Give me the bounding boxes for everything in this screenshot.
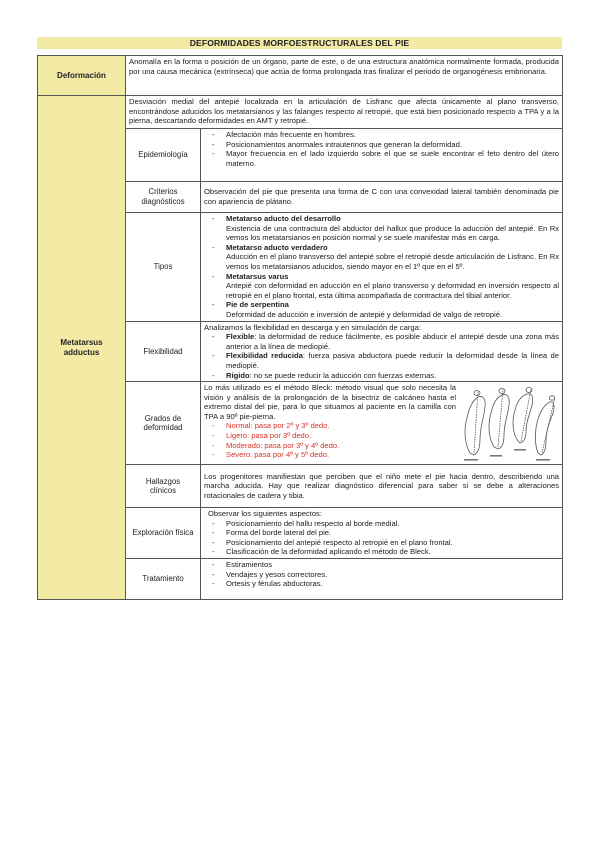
criterios-text: Observación del pie que presenta una forma de C con una convexidad lateral también denominada pie con apariencia de plátano. <box>201 182 563 213</box>
grados-list <box>204 421 456 459</box>
document-title: DEFORMIDADES MORFOESTRUCTURALES DEL PIE <box>37 37 562 49</box>
metatarsus-label-line2: adductus <box>63 347 100 357</box>
tipos-label: Tipos <box>126 213 201 322</box>
list-item: - Moderado: pasa por 3º y 4º dedo. <box>208 441 456 451</box>
grados-label-line2: deformidad <box>143 423 183 433</box>
tipo-name: - Pie de serpentina <box>226 300 289 310</box>
hallazgos-label <box>126 465 201 508</box>
list-item: - Ligero: pasa por 3º dedo. <box>208 431 456 441</box>
grados-text: Lo más utilizado es el método Bleck: método visual que solo necesita la visión y análisis de la prolongación de la bisectriz de calcáneo hasta el extremo distal del pie, para lo que situamos al paciente en la camilla con TPA a 90º pie-pierna. <box>204 383 456 421</box>
list-item: - Clasificación de la deformidad aplicando el método de Bleck. <box>208 547 559 557</box>
grados-label-line1: Grados de <box>144 413 182 423</box>
list-item: - Estiramientos <box>208 560 559 570</box>
flex-item <box>208 371 559 381</box>
flex-name: Flexibilidad reducida <box>226 351 303 361</box>
list-item: - Forma del borde lateral del pie. <box>208 528 559 538</box>
flex-name: Flexible <box>226 332 255 342</box>
deformacion-label: Deformación <box>38 56 126 96</box>
footprints-illustration <box>458 383 558 463</box>
flex-name: Rígido <box>226 370 250 380</box>
metatarsus-definition: Desviación medial del antepié localizada en la articulación de Lisfranc que afecta únicamente al plano transverso, encontrándose aducidos los metatarsianos y las falanges respecto al retropié, que está bien posicionado respecto a TPA y a la pierna, descartando deformidades en AMT y retropié. <box>126 96 563 129</box>
hallazgos-label-line1: Hallazgos <box>145 476 181 486</box>
tipo-name: - Metatarsus varus <box>226 271 289 281</box>
tipo-item <box>208 243 559 272</box>
row-deformacion <box>38 56 563 96</box>
criterios-label-line2: diagnósticos <box>141 197 185 206</box>
tipo-item <box>208 272 559 301</box>
bleck-footprints-figure <box>456 383 559 463</box>
tratamiento-label: Tratamiento <box>126 559 201 600</box>
tipos-content <box>201 213 563 322</box>
list-item: - Vendajes y yesos correctores. <box>208 570 559 580</box>
deformities-table <box>37 55 563 600</box>
tipo-desc: Antepié con deformidad en aducción en el plano transverso y deformidad en inversión respecto al retropié en el plano frontal, esta última acompañada de contractura del tibial anterior. <box>226 281 560 300</box>
list-item: - Normal: pasa por 2º y 3º dedo. <box>208 421 456 431</box>
flexibilidad-label: Flexibilidad <box>126 321 201 382</box>
list-item: - Severo: pasa por 4º y 5º dedo. <box>208 450 456 460</box>
exploracion-intro: Observar los siguientes aspectos: <box>208 509 322 519</box>
list-item: - Posicionamiento del antepié respecto al retropié en el plano frontal. <box>208 538 559 548</box>
hallazgos-text: Los progenitores manifiestan que perciben que el niño mete el pie hacia dentro, describiendo una marcha aducida. Hay que realizar diagnóstico diferencial para saber si se debe a alteraciones rotacionales de cadera y tibia. <box>201 465 563 508</box>
flex-item <box>208 332 559 351</box>
epidemiologia-content <box>201 129 563 182</box>
list-item: - Ortesis y férulas abductoras. <box>208 579 559 589</box>
criterios-label <box>126 182 201 213</box>
exploracion-label: Exploración física <box>126 508 201 559</box>
flexibilidad-intro: Analizamos la flexibilidad en descarga y en simulación de carga: <box>204 322 421 332</box>
exploracion-content <box>201 508 563 559</box>
metatarsus-label-line1: Metatarsus <box>60 337 103 347</box>
flex-desc: : la deformidad de reduce fácilmente, es posible abducir el antepié desde una zona más anterior a la línea de mediopié. <box>226 332 560 351</box>
flex-item <box>208 351 559 370</box>
list-item: - Mayor frecuencia en el lado izquierdo sobre el que se suele encontrar el feto dentro del útero materno. <box>208 149 559 168</box>
flex-desc: : fuerza pasiva abductora puede reducir la deformidad desde la línea de mediopié. <box>226 351 560 370</box>
tipo-desc: Aducción en el plano transverso del antepié sobre el retropié desde articulación de Lisfranc. En Rx vemos los metatarsianos aducidos, siendo mayor en el 1º que en el 5º. <box>226 252 560 271</box>
metatarsus-label <box>38 96 126 600</box>
tipo-desc: Existencia de una contractura del abductor del hallux que produce la aducción del antepié. En Rx vemos los metatarsianos en posición normal y se suele manifestar más en carga. <box>226 223 560 243</box>
grados-content <box>201 382 563 465</box>
tipo-name: - Metatarso aducto verdadero <box>226 242 328 252</box>
epidemiologia-label: Epidemiología <box>126 129 201 182</box>
tipo-item <box>208 300 559 319</box>
hallazgos-label-line2: clínicos <box>150 486 176 496</box>
row-metatarsus-definition <box>38 96 563 129</box>
list-item: - Posicionamiento del hallu respecto al borde medial. <box>208 519 559 529</box>
grados-label <box>126 382 201 465</box>
deformacion-text: Anomalía en la forma o posición de un órgano, parte de este, o de una estructura anatómica normalmente formada, producida por una causa mecánica (extrínseca) que actúa de forma prolongada tras finalizar el periodo de organogénesis embrionaria. <box>126 56 563 96</box>
criterios-label-line1: Criterios <box>148 187 178 197</box>
list-item: - Posicionamientos anormales intrauterinos que generan la deformidad. <box>208 140 559 150</box>
document-page <box>37 37 562 600</box>
tipo-name: - Metatarso aducto del desarrollo <box>226 214 341 223</box>
tratamiento-content <box>201 559 563 600</box>
flex-desc: : no se puede reducir la aducción con fuerzas externas. <box>249 370 437 380</box>
flexibilidad-content <box>201 321 563 382</box>
tipo-desc: Deformidad de aducción e inversión de antepié y deformidad de valgo de retropié. <box>226 309 503 319</box>
list-item: - Afectación más frecuente en hombres. <box>208 130 559 140</box>
tipo-item <box>208 214 559 243</box>
